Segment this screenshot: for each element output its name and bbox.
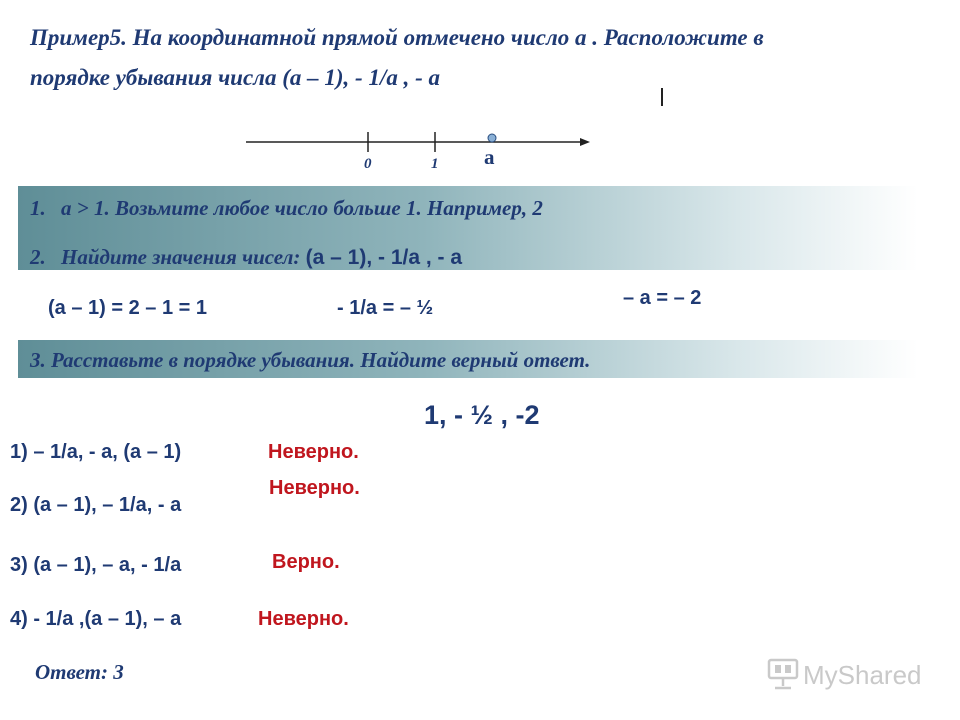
tick-zero-label: 0 bbox=[364, 156, 372, 172]
number-line-arrow-icon bbox=[580, 138, 590, 146]
calc-a-minus-1: (а – 1) = 2 – 1 = 1 bbox=[48, 297, 207, 319]
point-a bbox=[488, 134, 496, 142]
step-2-expression: (а – 1), - 1/а , - а bbox=[305, 246, 463, 269]
watermark-logo bbox=[765, 654, 935, 694]
point-a-label: а bbox=[484, 145, 495, 169]
option-3-verdict: Верно. bbox=[272, 551, 340, 573]
step-3: 3. Расставьте в порядке убывания. Найдите верный ответ. bbox=[30, 348, 591, 372]
step-2-number: 2. bbox=[30, 245, 46, 269]
watermark-text: MyShared bbox=[803, 660, 922, 690]
option-4: 4) - 1/а ,(а – 1), – а bbox=[10, 608, 182, 630]
tick-one-label: 1 bbox=[431, 156, 439, 172]
option-3: 3) (а – 1), – а, - 1/а bbox=[10, 554, 182, 576]
number-line bbox=[230, 124, 590, 174]
vertical-mark bbox=[661, 88, 663, 106]
calc-minus-1-over-a: - 1/а = – ½ bbox=[337, 297, 434, 319]
title-line-1: Пример5. На координатной прямой отмечено число а . Расположите в bbox=[30, 25, 764, 50]
option-1-verdict: Неверно. bbox=[268, 441, 359, 463]
option-4-verdict: Неверно. bbox=[258, 608, 349, 630]
step-1 bbox=[30, 194, 543, 222]
presentation-icon bbox=[769, 660, 797, 688]
title-line-2: порядке убывания числа (а – 1), - 1/а , - а bbox=[30, 65, 441, 90]
step-1-text: a > 1. Возьмите любое число больше 1. Например, 2 bbox=[61, 196, 543, 220]
step-2 bbox=[30, 243, 462, 272]
option-1: 1) – 1/а, - а, (а – 1) bbox=[10, 441, 182, 463]
step-2-text: Найдите значения чисел: bbox=[61, 245, 306, 269]
answer: Ответ: 3 bbox=[35, 660, 124, 684]
ordered-result: 1, - ½ , -2 bbox=[424, 400, 540, 430]
option-2-verdict: Неверно. bbox=[269, 477, 360, 499]
calc-minus-a: – а = – 2 bbox=[623, 287, 702, 309]
step-1-number: 1. bbox=[30, 196, 46, 220]
option-2: 2) (а – 1), – 1/а, - а bbox=[10, 494, 182, 516]
